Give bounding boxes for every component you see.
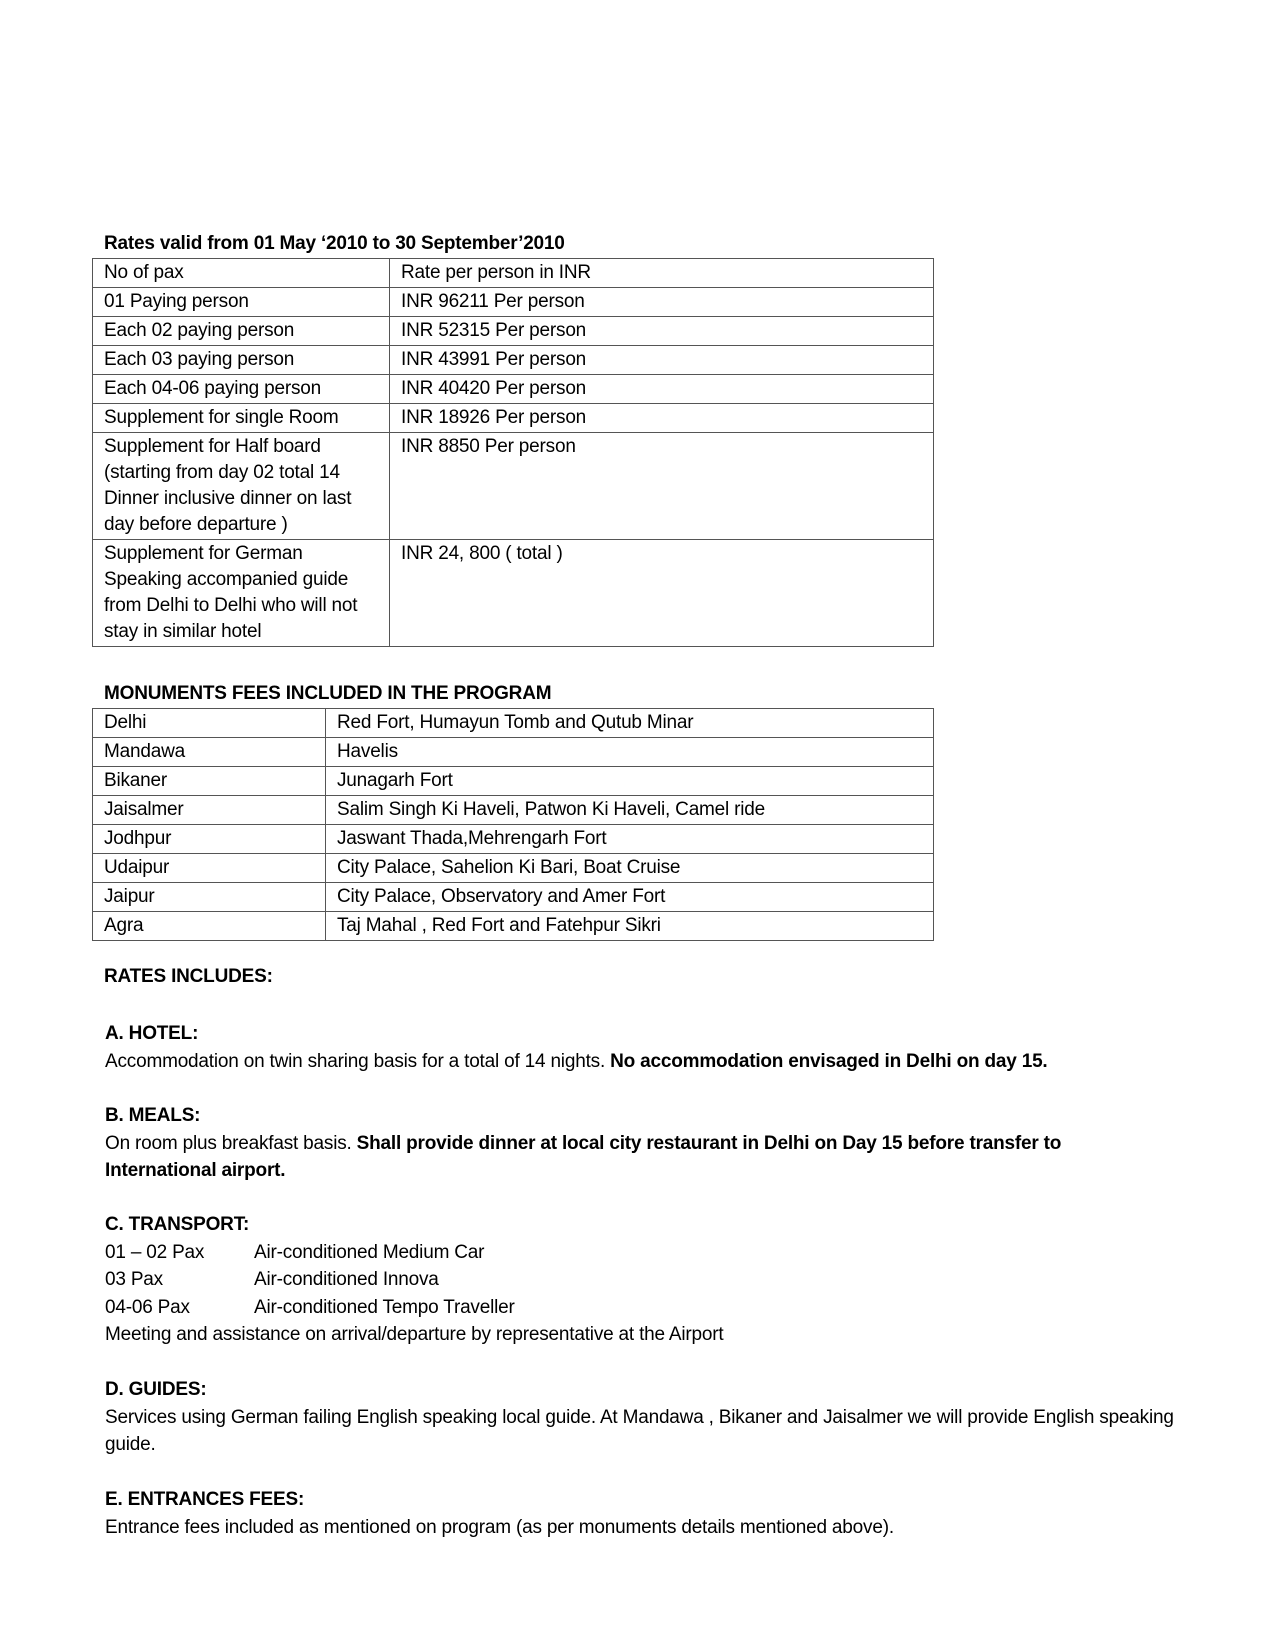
table-row [93,317,934,346]
monument-city: Jaisalmer [93,796,326,825]
transport-heading: C. TRANSPORT: [105,1214,250,1235]
rates-cell-rate: INR 8850 Per person [390,433,934,540]
monument-sites: Havelis [326,738,934,767]
rates-cell-pax: Each 03 paying person [93,346,390,375]
rates-cell-pax: Supplement for Half board (starting from day 02 total 14 Dinner inclusive dinner on last day before departure ) [93,433,390,540]
monument-sites: Taj Mahal , Red Fort and Fatehpur Sikri [326,912,934,941]
meals-section [105,1102,1175,1185]
transport-section [105,1211,1175,1349]
monument-sites: Jaswant Thada,Mehrengarh Fort [326,825,934,854]
monument-city: Bikaner [93,767,326,796]
table-row [93,346,934,375]
monument-city: Jaipur [93,883,326,912]
table-row [93,912,934,941]
includes-title: RATES INCLUDES: [104,966,273,987]
monument-city: Agra [93,912,326,941]
table-row [93,825,934,854]
table-row [93,540,934,647]
monument-sites: Junagarh Fort [326,767,934,796]
monument-sites: City Palace, Sahelion Ki Bari, Boat Cruise [326,854,934,883]
rates-cell-rate: INR 24, 800 ( total ) [390,540,934,647]
table-row [93,375,934,404]
table-row [93,709,934,738]
rates-header-pax: No of pax [93,259,390,288]
transport-row: 04-06 Pax Air-conditioned Tempo Traveller [105,1296,515,1318]
table-row [93,433,934,540]
meals-heading: B. MEALS: [105,1105,201,1126]
monument-sites: Red Fort, Humayun Tomb and Qutub Minar [326,709,934,738]
transport-row: 01 – 02 Pax Air-conditioned Medium Car [105,1241,485,1263]
monuments-table [92,708,934,941]
monument-city: Mandawa [93,738,326,767]
rates-title: Rates valid from 01 May ‘2010 to 30 September’2010 [104,233,565,254]
hotel-heading: A. HOTEL: [105,1023,199,1044]
table-row [93,404,934,433]
table-row [93,883,934,912]
rates-cell-pax: Each 04-06 paying person [93,375,390,404]
transport-row: 03 Pax Air-conditioned Innova [105,1269,439,1290]
entrance-text: Entrance fees included as mentioned on program (as per monuments details mentioned above). [105,1516,894,1538]
table-row [93,738,934,767]
transport-note: Meeting and assistance on arrival/departure by representative at the Airport [105,1324,724,1345]
entrance-heading: E. ENTRANCES FEES: [105,1489,305,1510]
rates-cell-pax: Each 02 paying person [93,317,390,346]
rates-cell-rate: INR 96211 Per person [390,288,934,317]
table-row [93,854,934,883]
rates-table [92,258,934,647]
monument-city: Jodhpur [93,825,326,854]
guides-heading: D. GUIDES: [105,1379,207,1400]
rates-cell-rate: INR 43991 Per person [390,346,934,375]
monument-sites: Salim Singh Ki Haveli, Patwon Ki Haveli, Camel ride [326,796,934,825]
rates-header-row [93,259,934,288]
monument-sites: City Palace, Observatory and Amer Fort [326,883,934,912]
entrance-section [105,1486,1175,1541]
meals-text: On room plus breakfast basis. Shall provide dinner at local city restaurant in Delhi on Day 15 before transfer to International airport. [105,1132,1062,1181]
rates-cell-rate: INR 18926 Per person [390,404,934,433]
table-row [93,796,934,825]
guides-text: Services using German failing English speaking local guide. At Mandawa , Bikaner and Jaisalmer we will provide English speaking guide. [105,1406,1174,1455]
rates-cell-rate: INR 40420 Per person [390,375,934,404]
table-row [93,767,934,796]
rates-cell-pax: Supplement for German Speaking accompanied guide from Delhi to Delhi who will not stay in similar hotel [93,540,390,647]
monument-city: Udaipur [93,854,326,883]
rates-cell-pax: 01 Paying person [93,288,390,317]
hotel-section [105,1020,1175,1075]
hotel-text: Accommodation on twin sharing basis for a total of 14 nights. No accommodation envisaged in Delhi on day 15. [105,1050,1048,1072]
rates-cell-rate: INR 52315 Per person [390,317,934,346]
table-row [93,288,934,317]
monument-city: Delhi [93,709,326,738]
monuments-title: MONUMENTS FEES INCLUDED IN THE PROGRAM [104,683,552,704]
guides-section [105,1376,1175,1459]
rates-cell-pax: Supplement for single Room [93,404,390,433]
rates-header-rate: Rate per person in INR [390,259,934,288]
